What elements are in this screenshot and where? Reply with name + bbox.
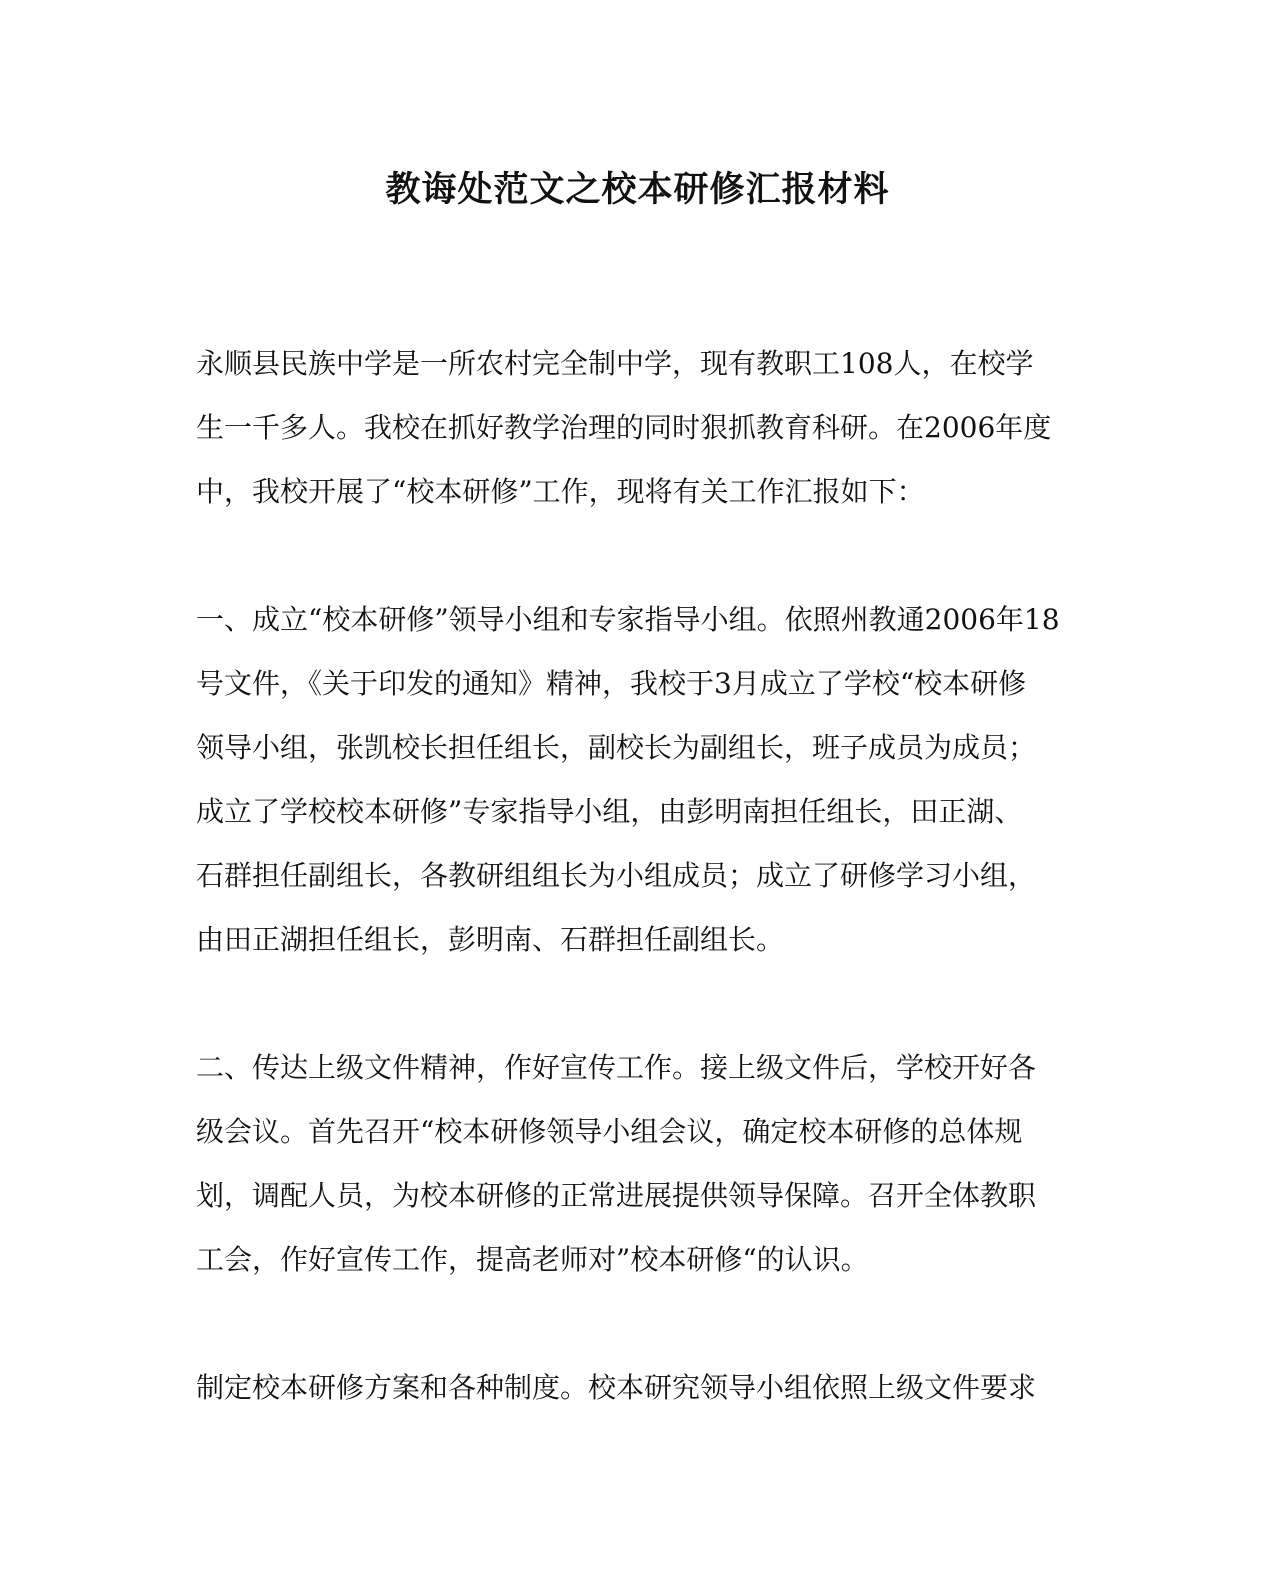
paragraph-line: 划，调配人员，为校本研修的正常进展提供领导保障。召开全体教职 <box>196 1179 1037 1212</box>
paragraph-line: 生一千多人。我校在抓好教学治理的同时狠抓教育科研。在2006年度 <box>196 411 1052 444</box>
paragraph-line: 中，我校开展了“校本研修”工作，现将有关工作汇报如下： <box>196 475 925 508</box>
paragraph-line: 制定校本研修方案和各种制度。校本研究领导小组依照上级文件要求 <box>196 1371 1037 1404</box>
paragraph-line: 号文件，《关于印发的通知》精神，我校于3月成立了学校“校本研修 <box>196 667 1027 700</box>
paragraph-line: 成立了学校校本研修”专家指导小组，由彭明南担任组长，田正湖、 <box>196 795 1023 828</box>
paragraph-line: 级会议。首先召开“校本研修领导小组会议，确定校本研修的总体规 <box>196 1115 1023 1148</box>
paragraph-line: 一、成立“校本研修”领导小组和专家指导小组。依照州教通2006年18 <box>196 603 1060 636</box>
paragraph-line: 由田正湖担任组长，彭明南、石群担任副组长。 <box>196 923 785 956</box>
paragraph-line: 领导小组，张凯校长担任组长，副校长为副组长，班子成员为成员； <box>196 731 1037 764</box>
paragraph-line: 永顺县民族中学是一所农村完全制中学，现有教职工108人，在校学 <box>196 347 1034 380</box>
paragraph-line: 石群担任副组长，各教研组组长为小组成员；成立了研修学习小组， <box>196 859 1037 892</box>
document-title: 教诲处范文之校本研修汇报材料 <box>385 169 890 210</box>
paragraph-line: 工会，作好宣传工作，提高老师对”校本研修“的认识。 <box>196 1243 869 1276</box>
paragraph-line: 二、传达上级文件精神，作好宣传工作。接上级文件后，学校开好各 <box>196 1051 1037 1084</box>
